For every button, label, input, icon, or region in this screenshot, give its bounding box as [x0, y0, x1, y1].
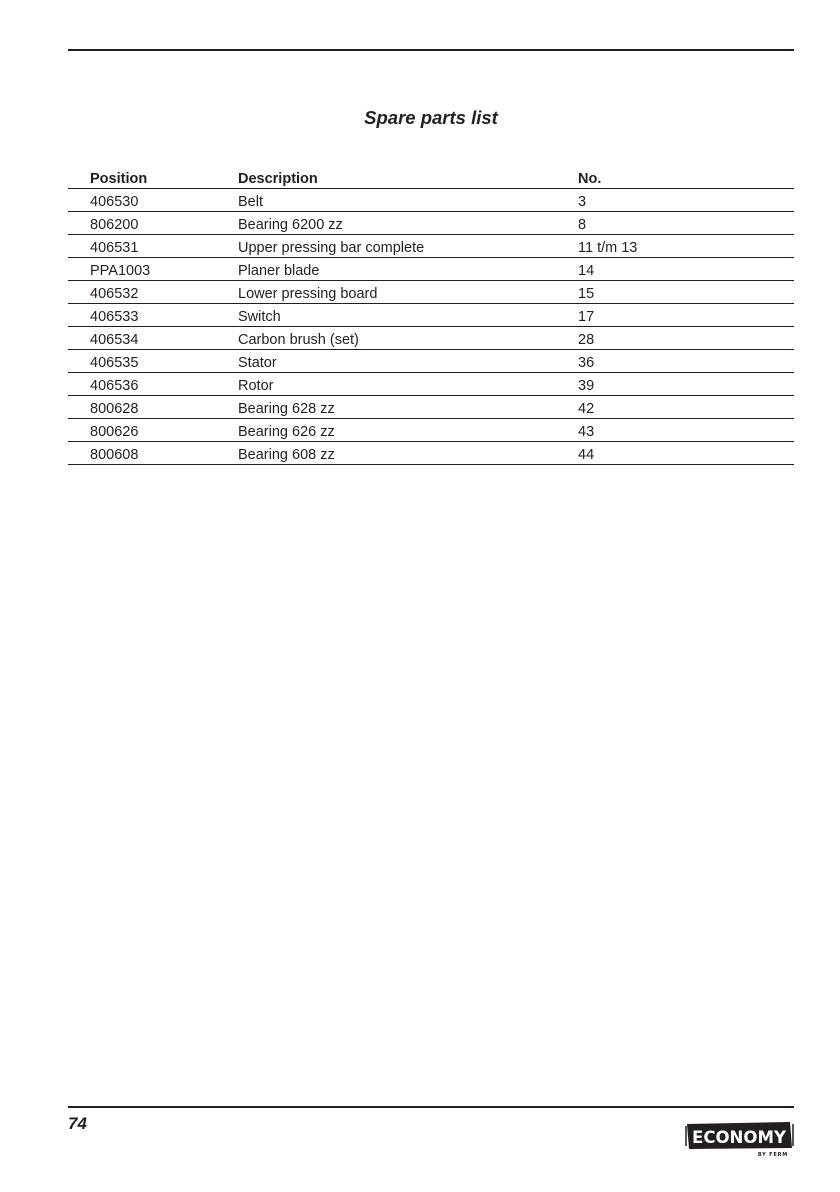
cell-description: Belt: [238, 189, 578, 212]
cell-description: Bearing 6200 zz: [238, 212, 578, 235]
cell-description: Carbon brush (set): [238, 327, 578, 350]
spare-parts-table: [68, 166, 794, 465]
table-row: [68, 419, 794, 442]
cell-number: 44: [578, 442, 794, 465]
cell-description: Planer blade: [238, 258, 578, 281]
cell-description: Lower pressing board: [238, 281, 578, 304]
cell-description: Bearing 628 zz: [238, 396, 578, 419]
cell-number: 42: [578, 396, 794, 419]
bottom-rule: [68, 1106, 794, 1108]
cell-number: 8: [578, 212, 794, 235]
logo-subtext: BY FERM: [757, 1152, 788, 1158]
table-row: [68, 189, 794, 212]
table-row: [68, 373, 794, 396]
column-header-number: No.: [578, 166, 794, 189]
logo-wordmark: ECONOMY: [692, 1128, 787, 1148]
table-row: [68, 258, 794, 281]
cell-position: 800626: [68, 419, 238, 442]
table-row: [68, 235, 794, 258]
page-title: Spare parts list: [364, 107, 498, 128]
table-row: [68, 327, 794, 350]
column-header-position: Position: [68, 166, 238, 189]
cell-position: 406536: [68, 373, 238, 396]
cell-position: 800628: [68, 396, 238, 419]
cell-number: 15: [578, 281, 794, 304]
cell-number: 43: [578, 419, 794, 442]
column-header-description: Description: [238, 166, 578, 189]
table-row: [68, 396, 794, 419]
table-row: [68, 442, 794, 465]
cell-position: 806200: [68, 212, 238, 235]
economy-logo: [684, 1118, 795, 1158]
table-header-row: [68, 166, 794, 189]
cell-position: 406534: [68, 327, 238, 350]
table-row: [68, 281, 794, 304]
cell-description: Switch: [238, 304, 578, 327]
top-rule: [68, 49, 794, 51]
cell-description: Upper pressing bar complete: [238, 235, 578, 258]
cell-number: 28: [578, 327, 794, 350]
page-number: 74: [68, 1114, 87, 1133]
cell-position: 406532: [68, 281, 238, 304]
cell-number: 36: [578, 350, 794, 373]
table-row: [68, 304, 794, 327]
cell-number: 14: [578, 258, 794, 281]
cell-description: Bearing 626 zz: [238, 419, 578, 442]
cell-number: 17: [578, 304, 794, 327]
cell-description: Bearing 608 zz: [238, 442, 578, 465]
cell-position: 406530: [68, 189, 238, 212]
cell-description: Rotor: [238, 373, 578, 396]
cell-number: 3: [578, 189, 794, 212]
cell-position: 406535: [68, 350, 238, 373]
cell-number: 11 t/m 13: [578, 235, 794, 258]
cell-position: 406533: [68, 304, 238, 327]
cell-position: 800608: [68, 442, 238, 465]
cell-position: 406531: [68, 235, 238, 258]
table-row: [68, 350, 794, 373]
cell-position: PPA1003: [68, 258, 238, 281]
cell-description: Stator: [238, 350, 578, 373]
table-row: [68, 212, 794, 235]
cell-number: 39: [578, 373, 794, 396]
